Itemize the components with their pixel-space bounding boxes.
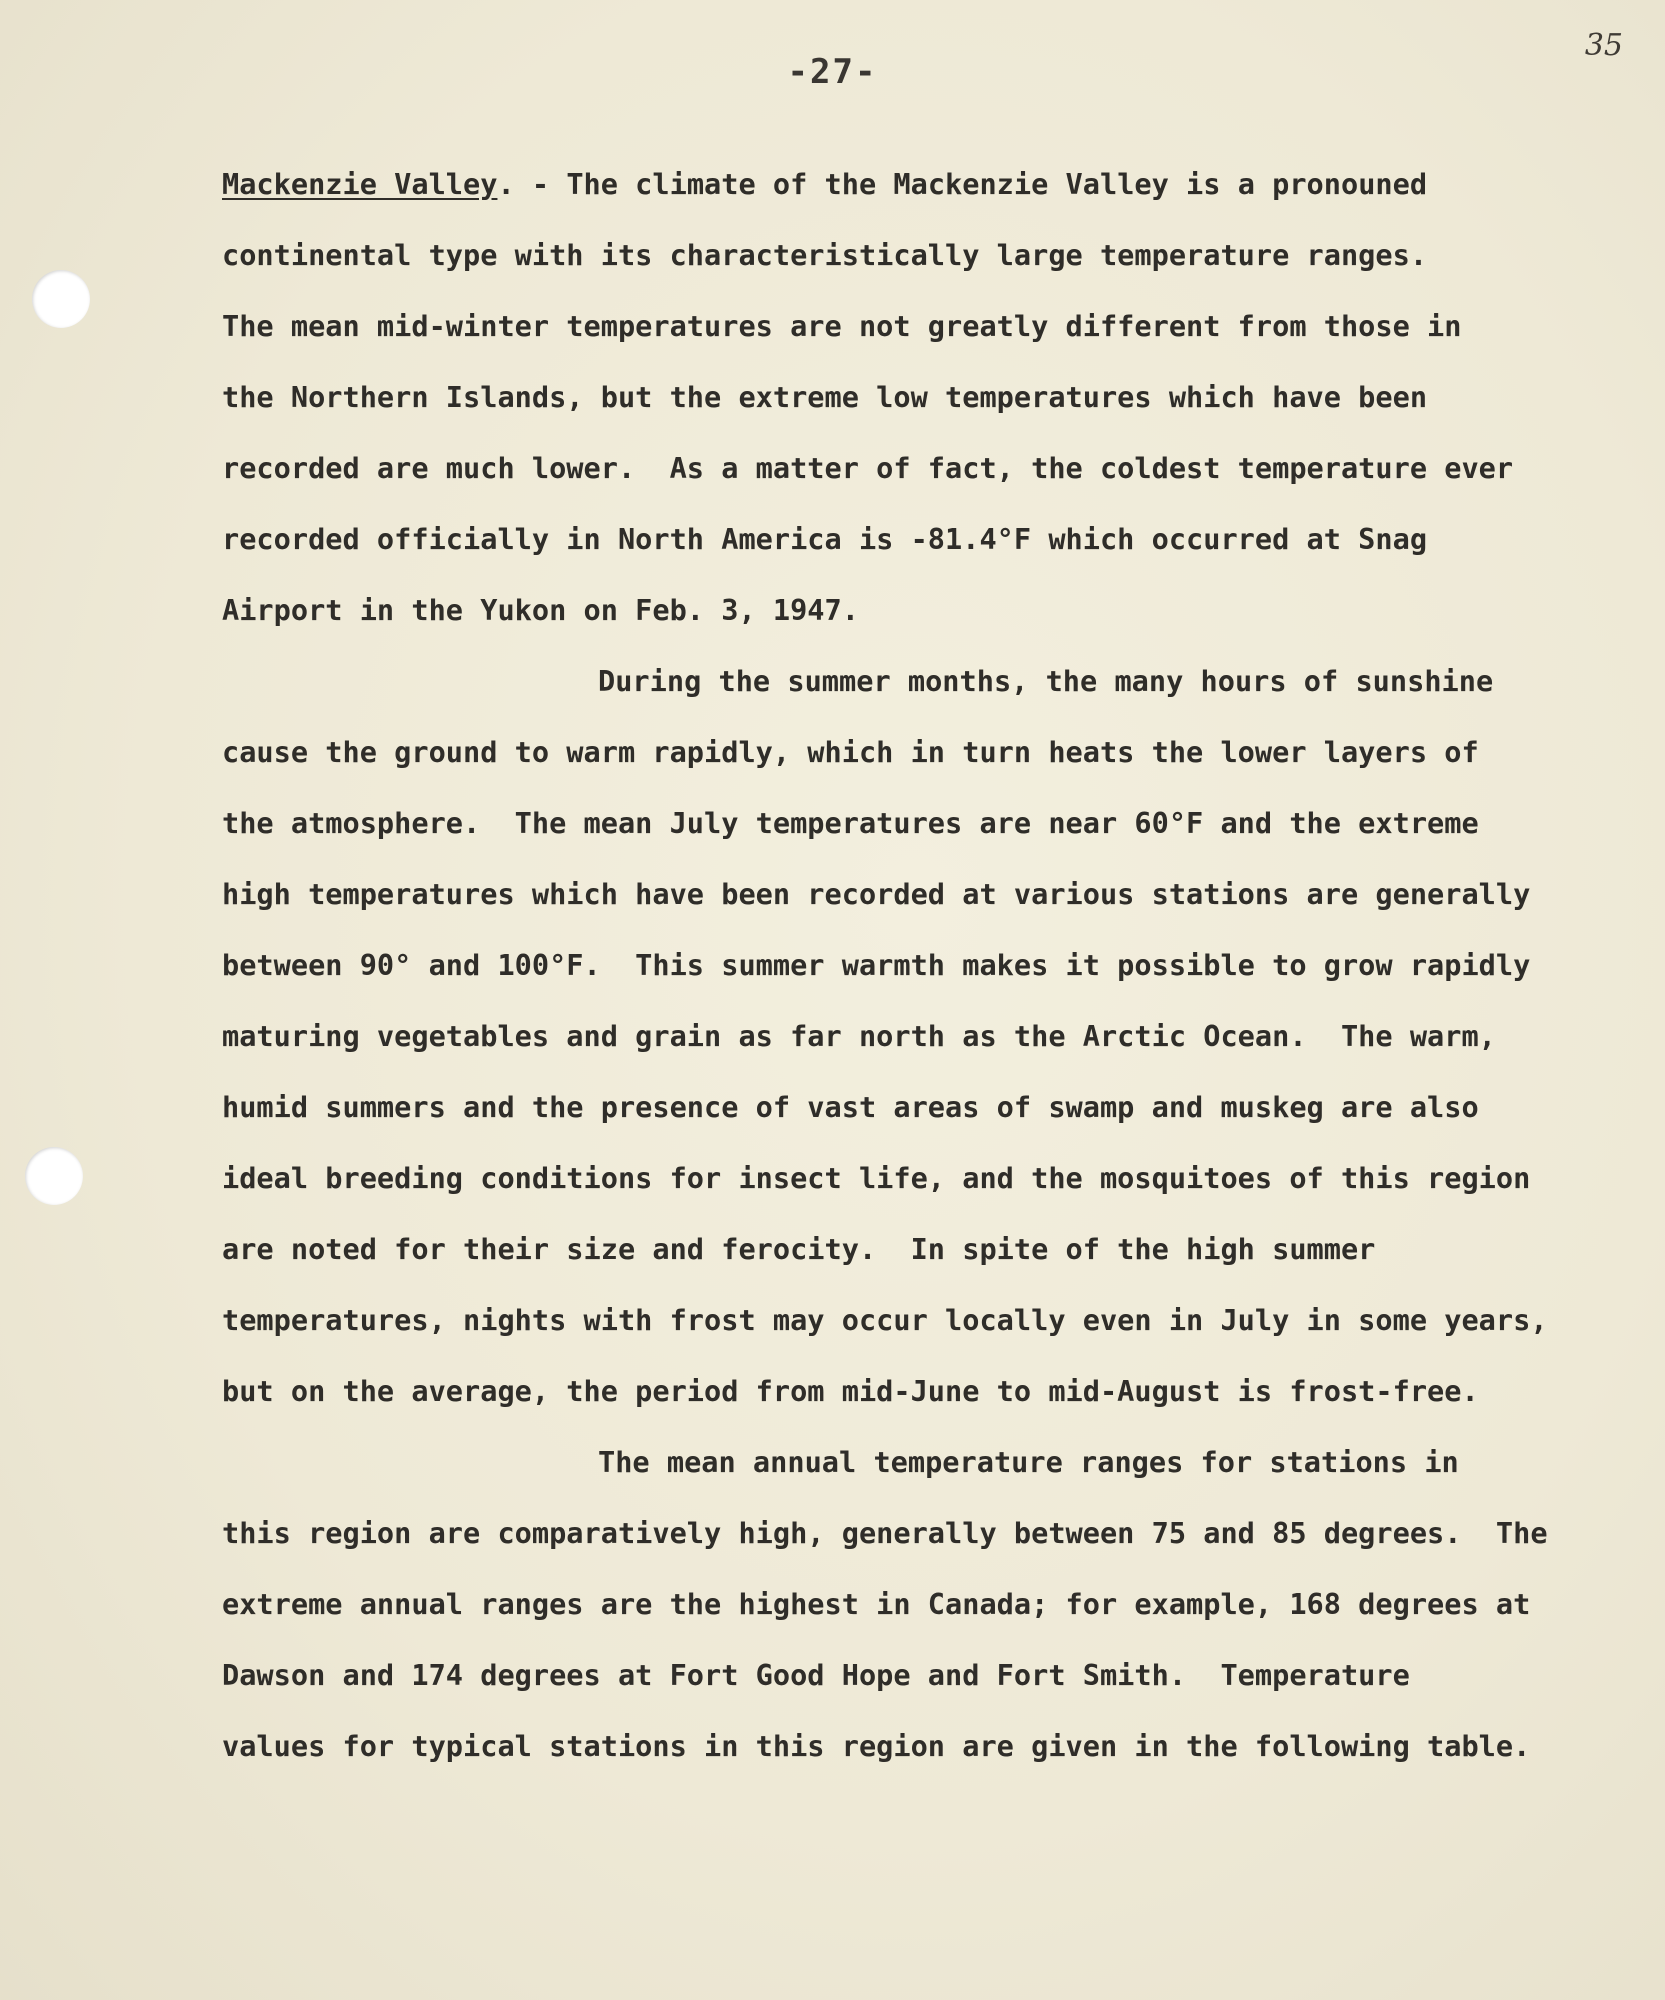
text-line: this region are comparatively high, generally between 75 and 85 degrees. The xyxy=(222,1516,1548,1550)
text-line: cause the ground to warm rapidly, which in turn heats the lower layers of xyxy=(222,735,1479,769)
text-line: humid summers and the presence of vast areas of swamp and muskeg are also xyxy=(222,1090,1479,1124)
sheet-number: 35 xyxy=(1584,28,1623,63)
text-line: extreme annual ranges are the highest in Canada; for example, 168 degrees at xyxy=(222,1587,1531,1621)
text-line: During the summer months, the many hours of sunshine xyxy=(598,664,1494,698)
punch-hole-top xyxy=(32,270,90,328)
text-line: temperatures, nights with frost may occur locally even in July in some years, xyxy=(222,1303,1548,1337)
text-line: between 90° and 100°F. This summer warmth makes it possible to grow rapidly xyxy=(222,948,1531,982)
text-span: . - The climate of the Mackenzie Valley is a pronouned xyxy=(497,167,1428,201)
text-line: values for typical stations in this region are given in the following table. xyxy=(222,1729,1531,1763)
text-line: recorded officially in North America is -81.4°F which occurred at Snag xyxy=(222,522,1428,556)
text-line: The mean annual temperature ranges for stations in xyxy=(598,1445,1459,1479)
text-line: continental type with its characteristically large temperature ranges. xyxy=(222,238,1428,272)
text-line: but on the average, the period from mid-June to mid-August is frost-free. xyxy=(222,1374,1479,1408)
text-line: ideal breeding conditions for insect life, and the mosquitoes of this region xyxy=(222,1161,1531,1195)
text-line: the Northern Islands, but the extreme low temperatures which have been xyxy=(222,380,1428,414)
text-line: the atmosphere. The mean July temperatures are near 60°F and the extreme xyxy=(222,806,1479,840)
page-number: -27- xyxy=(787,52,878,92)
punch-hole-bottom xyxy=(25,1147,83,1205)
text-line: are noted for their size and ferocity. In spite of the high summer xyxy=(222,1232,1376,1266)
text-line xyxy=(222,167,1428,201)
section-heading: Mackenzie Valley xyxy=(222,167,498,201)
text-line: Dawson and 174 degrees at Fort Good Hope and Fort Smith. Temperature xyxy=(222,1658,1410,1692)
text-line: recorded are much lower. As a matter of fact, the coldest temperature ever xyxy=(222,451,1514,485)
text-line: maturing vegetables and grain as far north as the Arctic Ocean. The warm, xyxy=(222,1019,1496,1053)
text-line: The mean mid-winter temperatures are not greatly different from those in xyxy=(222,309,1462,343)
text-line: Airport in the Yukon on Feb. 3, 1947. xyxy=(222,593,859,627)
text-line: high temperatures which have been recorded at various stations are generally xyxy=(222,877,1531,911)
